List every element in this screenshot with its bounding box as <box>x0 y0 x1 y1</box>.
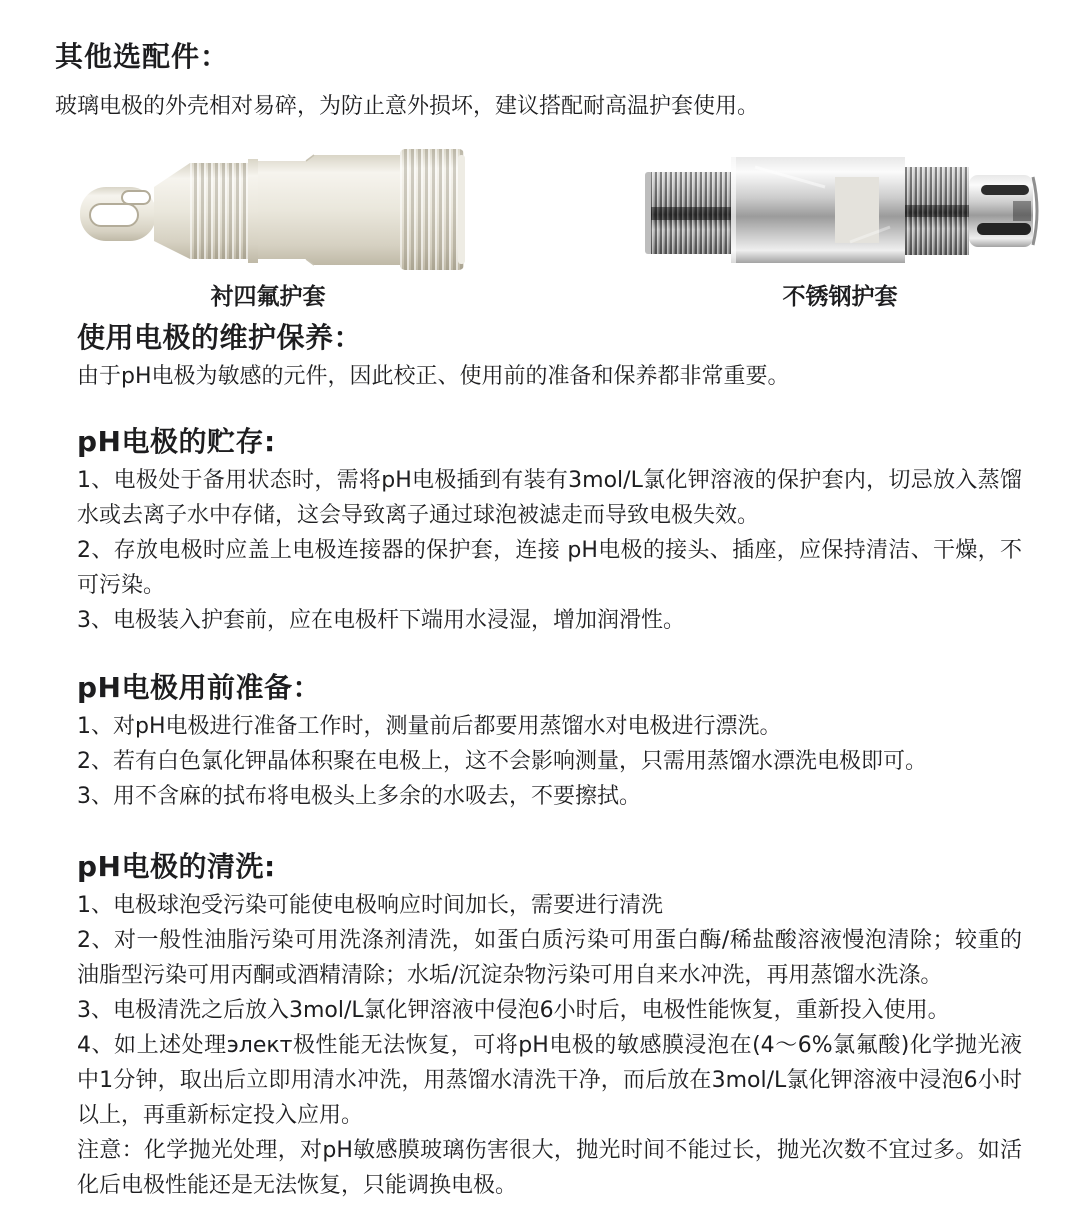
stainless-steel-sleeve-image <box>635 147 1045 272</box>
ptfe-sleeve-image <box>68 147 468 272</box>
product-figure-ptfe <box>58 147 478 312</box>
list-item: 4、如上述处理элект极性能无法恢复，可将pH电极的敏感膜浸泡在(4～6%氯氟酸)化学抛光液中1分钟，取出后立即用清水冲洗，用蒸馏水清洗干净，而后放在3mol/L氯化钾溶液中浸泡6小时以上，再重新标定投入应用。 <box>77 1033 1022 1128</box>
section-cleaning-heading: pH电极的清洗: <box>77 850 276 883</box>
list-item: 3、用不含麻的拭布将电极头上多余的水吸去，不要擦拭。 <box>77 784 641 809</box>
product-caption: 不锈钢护套 <box>782 284 898 310</box>
note: 注意：化学抛光处理，对pH敏感膜玻璃伤害很大，抛光时间不能过长，抛光次数不宜过多。如活化后电极性能还是无法恢复，只能调换电极。 <box>77 1138 1022 1198</box>
product-images-row <box>0 147 1080 312</box>
list-item: 2、若有白色氯化钾晶体积聚在电极上，这不会影响测量，只需用蒸馏水漂洗电极即可。 <box>77 749 927 774</box>
section-preparation <box>77 670 1022 814</box>
list-item: 2、对一般性油脂污染可用洗涤剂清洗，如蛋白质污染可用蛋白酶/稀盐酸溶液慢泡清除；较重的油脂型污染可用丙酮或酒精清除；水垢/沉淀杂物污染可用自来水冲洗，再用蒸馏水洗涤。 <box>77 928 1022 988</box>
section-storage-heading: pH电极的贮存: <box>77 425 276 458</box>
section-maintenance-heading: 使用电极的维护保养： <box>77 321 363 354</box>
list-item: 1、电极处于备用状态时，需将pH电极插到有装有3mol/L氯化钾溶液的保护套内，切忌放入蒸馏水或去离子水中存储，这会导致离子通过球泡被滤走而导致电极失效。 <box>77 468 1022 528</box>
section-cleaning <box>77 849 1022 1203</box>
section-storage <box>77 424 1022 638</box>
list-item: 3、电极清洗之后放入3mol/L氯化钾溶液中侵泡6小时后，电极性能恢复，重新投入使用。 <box>77 998 950 1023</box>
list-item: 3、电极装入护套前，应在电极杆下端用水浸湿，增加润滑性。 <box>77 608 685 633</box>
product-figure-stainless <box>630 147 1050 312</box>
list-item: 2、存放电极时应盖上电极连接器的保护套，连接 pH电极的接头、插座，应保持清洁、干燥，不可污染。 <box>77 538 1022 598</box>
paragraph: 由于pH电极为敏感的元件，因此校正、使用前的准备和保养都非常重要。 <box>77 364 790 389</box>
page-title: 其他选配件： <box>55 40 230 73</box>
intro-description: 玻璃电极的外壳相对易碎，为防止意外损坏，建议搭配耐高温护套使用。 <box>55 94 760 119</box>
list-item: 1、电极球泡受污染可能使电极响应时间加长，需要进行清洗 <box>77 893 663 918</box>
section-preparation-heading: pH电极用前准备： <box>77 671 321 704</box>
intro-block <box>0 0 1080 123</box>
product-caption: 衬四氟护套 <box>210 284 326 310</box>
section-maintenance <box>77 320 1022 394</box>
content-sections <box>77 320 1022 1203</box>
list-item: 1、对pH电极进行准备工作时，测量前后都要用蒸馏水对电极进行漂洗。 <box>77 714 782 739</box>
